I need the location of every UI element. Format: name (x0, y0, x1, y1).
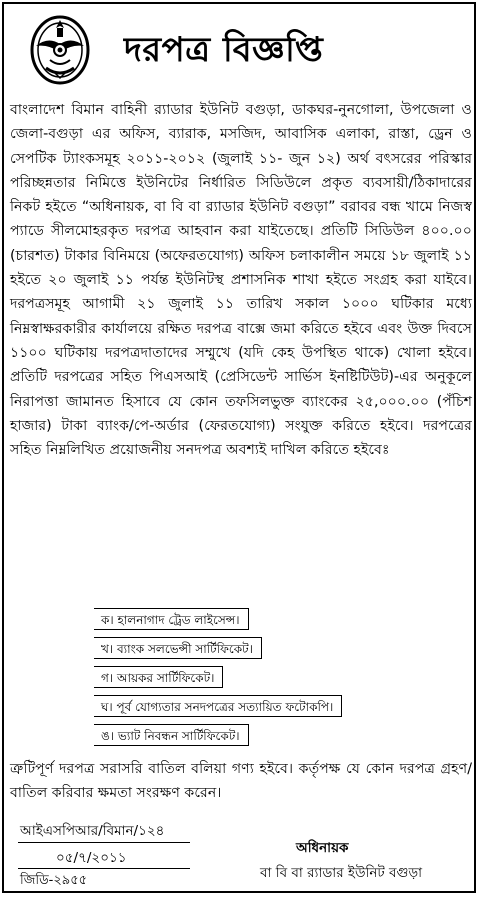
document-label: খ। ব্যাংক সলভেন্সী সার্টিফিকেট। (94, 637, 262, 659)
list-item (4, 695, 474, 720)
list-item (4, 608, 474, 633)
notice-body: বাংলাদেশ বিমান বাহিনী র‍্যাডার ইউনিট বগুড়া, ডাকঘর-নুনগোলা, উপজেলা ও জেলা-বগুড়া এর অফিস, ব্যারাক, মসজিদ, আবাসিক এলাকা, রাস্তা, ড্রেন ও সেপটিক ট্যাংকসমূহ ২০১১-২০১২ (জুলাই ১১- জুন ১২) অর্থ বৎসরের পরিস্কার পরিচ্ছন্নতার নিমিত্তে ইউনিটের নির্ধারিত সিডিউলে প্রকৃত ব্যবসায়ী/ঠিকাদারের নিকট হইতে “অধিনায়ক, বা বি বা র‍্যাডার ইউনিট বগুড়া” বরাবর বন্ধ খামে নিজস্ব প্যাডে সীলমোহরকৃত দরপত্র আহবান করা যাইতেছে। প্রতিটি সিডিউল ৪০০.০০ (চারশত) টাকার বিনিময়ে (অফেরতযোগ্য) অফিস চলাকালীন সময়ে ১৮ জুলাই ১১ হইতে ২০ জুলাই ১১ পর্যন্ত ইউনিটস্থ প্রশাসনিক শাখা হইতে সংগ্রহ করা যাইবে। দরপত্রসমূহ আগামী ২১ জুলাই ১১ তারিখ সকাল ১০০০ ঘটিকার মধ্যে নিম্নস্বাক্ষরকারীর কার্যালয়ে রক্ষিত দরপত্র বাক্সে জমা করিতে হইবে এবং উক্ত দিবসে ১১০০ ঘটিকায় দরপত্রদাতাদের সম্মুখে (যদি কেহ উপস্থিত থাকে) খোলা হইবে। প্রতিটি দরপত্রের সহিত পিএসআই (প্রেসিডেন্ট সার্ভিস ইনষ্টিটিউট)-এর অনুকূলে নিরাপত্তা জামানত হিসাবে যে কোন তফসিলভুক্ত ব্যাংকের ২৫,০০০.০০ (পঁচিশ হাজার) টাকা ব্যাংক/পে-অর্ডার (ফেরতযোগ্য) সংযুক্ত করিতে হইবে। দরপত্রের সহিত নিম্নলিখিত প্রয়োজনীয় সনদপত্র অবশ্যই দাখিল করিতে হইবেঃ (10, 102, 472, 459)
gd-number: জিডি-২৯৫৫ (20, 873, 88, 888)
list-item (4, 724, 474, 749)
signatory-title: অধিনায়ক (296, 840, 349, 856)
reference-number: আইএসপিআর/বিমান/১২৪ (20, 823, 165, 839)
signatory-unit: বা বি বা র‍্যাডার ইউনিট বগুড়া (260, 865, 423, 881)
air-force-emblem-icon (28, 14, 92, 86)
document-label: গ। আয়কর সার্টিফিকেট। (94, 666, 223, 688)
issue-date: ০৫/৭/২০১১ (56, 850, 127, 866)
document-label: ক। হালনাগাদ ট্রেড লাইসেন্স। (94, 608, 249, 630)
required-documents-list (4, 608, 474, 753)
document-label: ঘ। পূর্ব যোগ্যতার সনদপত্রের সত্যায়িত ফটোকপি। (94, 695, 342, 717)
notice-title: দরপত্র বিজ্ঞপ্তি (124, 30, 324, 70)
notice-footer: ত্রুটিপূর্ণ দরপত্র সরাসরি বাতিল বলিয়া গণ্য হইবে। কর্তৃপক্ষ যে কোন দরপত্র গ্রহণ/বাতিল করিবার ক্ষমতা সংরক্ষণ করেন। (10, 761, 472, 802)
notice-header (4, 4, 474, 92)
divider (18, 842, 190, 843)
divider (18, 868, 190, 869)
document-label: ঙ। ভ্যাট নিবন্ধন সার্টিফিকেট। (94, 724, 249, 746)
list-item (4, 637, 474, 662)
list-item (4, 666, 474, 691)
tender-notice (2, 2, 476, 893)
